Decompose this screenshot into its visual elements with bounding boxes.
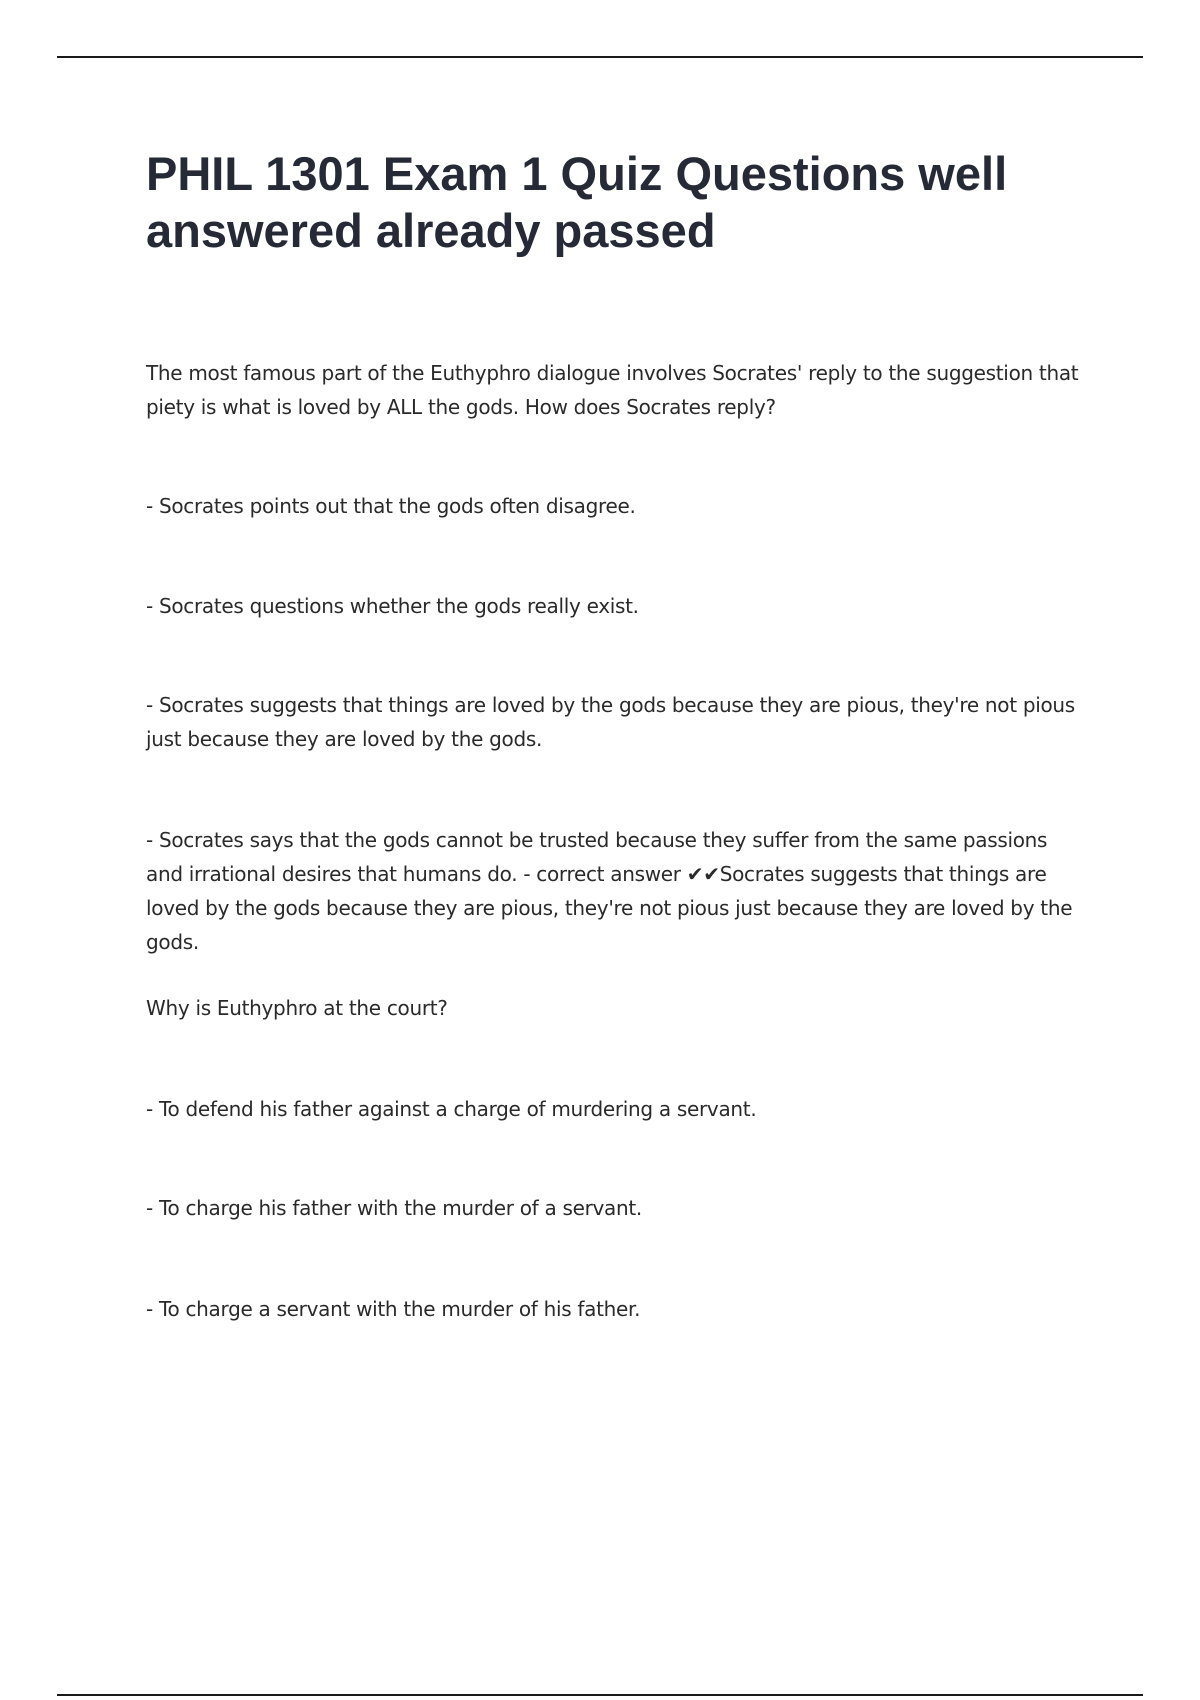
bottom-rule xyxy=(57,1694,1143,1696)
question-2-option-b: - To charge his father with the murder of a servant. xyxy=(146,1196,642,1220)
top-rule xyxy=(57,56,1143,58)
question-2-text: Why is Euthyphro at the court? xyxy=(146,996,448,1020)
question-1-option-a: - Socrates points out that the gods often disagree. xyxy=(146,494,636,518)
question-1-option-c: - Socrates suggests that things are loved by the gods because they are pious, they're not pious just because they are loved by the gods. xyxy=(146,693,1075,751)
question-1-option-b: - Socrates questions whether the gods really exist. xyxy=(146,594,639,618)
question-1-option-d-with-answer: - Socrates says that the gods cannot be trusted because they suffer from the same passions and irrational desires that humans do. - correct answer ✔✔Socrates suggests that things are loved by the gods because they are pious, they're not pious just because they are loved by the gods. xyxy=(146,828,1073,954)
question-2-option-a: - To defend his father against a charge of murdering a servant. xyxy=(146,1097,757,1121)
document-title: PHIL 1301 Exam 1 Quiz Questions well answered already passed xyxy=(146,147,1008,257)
question-1-text: The most famous part of the Euthyphro dialogue involves Socrates' reply to the suggestion that piety is what is loved by ALL the gods. How does Socrates reply? xyxy=(146,361,1079,419)
question-2-option-c: - To charge a servant with the murder of his father. xyxy=(146,1297,641,1321)
